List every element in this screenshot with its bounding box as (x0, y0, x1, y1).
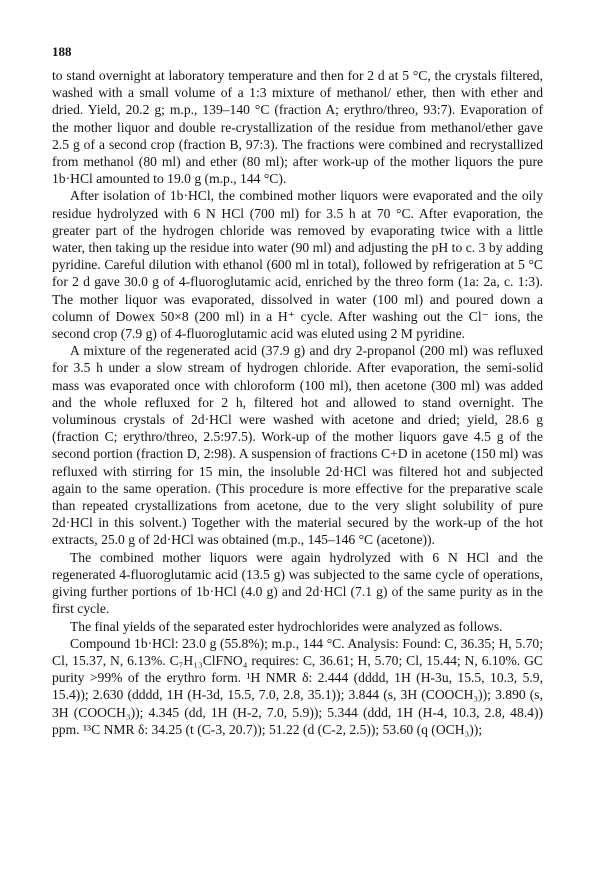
paragraph-hydrolysis: After isolation of 1b·HCl, the combined mother liquors were evaporated and the oily residue hydrolyzed with 6 N HCl (700 ml) for 3.5 h at 70 °C. After evaporation, the greater part of the hydrogen chloride was removed by evaporating twice with a little water, then taking up the residue into water (90 ml) and adjusting the pH to c. 3 by adding pyridine. Careful dilution with ethanol (600 ml in total), followed by refrigeration at 5 °C for 2 d gave 30.0 g of 4-fluoroglutamic acid, enriched by the threo form (1a: 2a, c. 1:3). The mother liquor was evaporated, dissolved in water (100 ml) and poured down a column of Dowex 50×8 (200 ml) in a H⁺ cycle. After washing out the Cl⁻ ions, the second crop (7.9 g) of 4-fluoroglutamic acid was eluted using 2 M pyridine. (52, 188, 543, 342)
body-text (52, 67, 543, 738)
paragraph-compound-1b: Compound 1b·HCl: 23.0 g (55.8%); m.p., 144 °C. Analysis: Found: C, 36.35; H, 5.70; Cl, 15.37, N, 6.13%. C₇H₁₃ClFNO₄ requires: C, 36.61; H, 5.70; Cl, 15.44; N, 6.10%. GC purity >99% of the erythro form. ¹H NMR δ: 2.444 (dddd, 1H (H-3u, 15.5, 10.3, 5.9, 15.4)); 2.630 (dddd, 1H (H-3d, 15.5, 7.0, 2.8, 35.1)); 3.844 (s, 3H (COOCH₃)); 3.890 (s, 3H (COOCH₃)); 4.345 (dd, 1H (H-2, 7.0, 5.9)); 5.344 (ddd, 1H (H-4, 10.3, 2.8, 48.4)) ppm. ¹³C NMR δ: 34.25 (t (C-3, 20.7)); 51.22 (d (C-2, 2.5)); 53.60 (q (OCH₃)); (52, 635, 543, 737)
paragraph-second-cycle: The combined mother liquors were again hydrolyzed with 6 N HCl and the regenerated 4-fluoroglutamic acid (13.5 g) was subjected to the same cycle of operations, giving further portions of 1b·HCl (4.0 g) and 2d·HCl (7.1 g) of the same purity as in the first cycle. (52, 549, 543, 617)
page-number: 188 (52, 44, 72, 59)
paragraph-final-yields: The final yields of the separated ester hydrochlorides were analyzed as follows. (70, 618, 503, 634)
paragraph-continuation: to stand overnight at laboratory temperature and then for 2 d at 5 °C, the crystals filtered, washed with a small volume of a 1:3 mixture of methanol/ ether, then with ether and dried. Yield, 20.2 g; m.p., 139–140 °C (fraction A; erythro/threo, 93:7). Evaporation of the mother liquor and double re-crystallization of the residue from methanol/ether gave 2.5 g of a second crop (fraction B, 97:3). The fractions were combined and recrystallized from methanol (80 ml) and ether (80 ml); after work-up of the mother liquors the pure 1b·HCl amounted to 19.0 g (m.p., 144 °C). (52, 68, 543, 187)
paragraph-esterification: A mixture of the regenerated acid (37.9 g) and dry 2-propanol (200 ml) was refluxed for 3.5 h under a slow stream of hydrogen chloride. After evaporation, the semi-solid mass was evaporated once with chloroform (100 ml), then acetone (300 ml) was added and the whole refluxed for 2 h, filtered hot and allowed to stand overnight. The voluminous crystals of 2d·HCl were washed with acetone and dried; yield, 28.6 g (fraction C; erythro/threo, 2.5:97.5). Work-up of the mother liquors gave 4.5 g of the second portion (fraction D, 2:98). A suspension of fractions C+D in acetone (150 ml) was refluxed with stirring for 15 min, the insoluble 2d·HCl was filtered hot and subjected again to the same operation. (This procedure is more effective for the preparative scale than repeated crystallizations from acetone, due to the very slight solubility of pure 2d·HCl in this solvent.) Together with the material secured by the work-up of the hot extracts, 25.0 g of 2d·HCl was obtained (m.p., 145–146 °C (acetone)). (52, 343, 543, 548)
